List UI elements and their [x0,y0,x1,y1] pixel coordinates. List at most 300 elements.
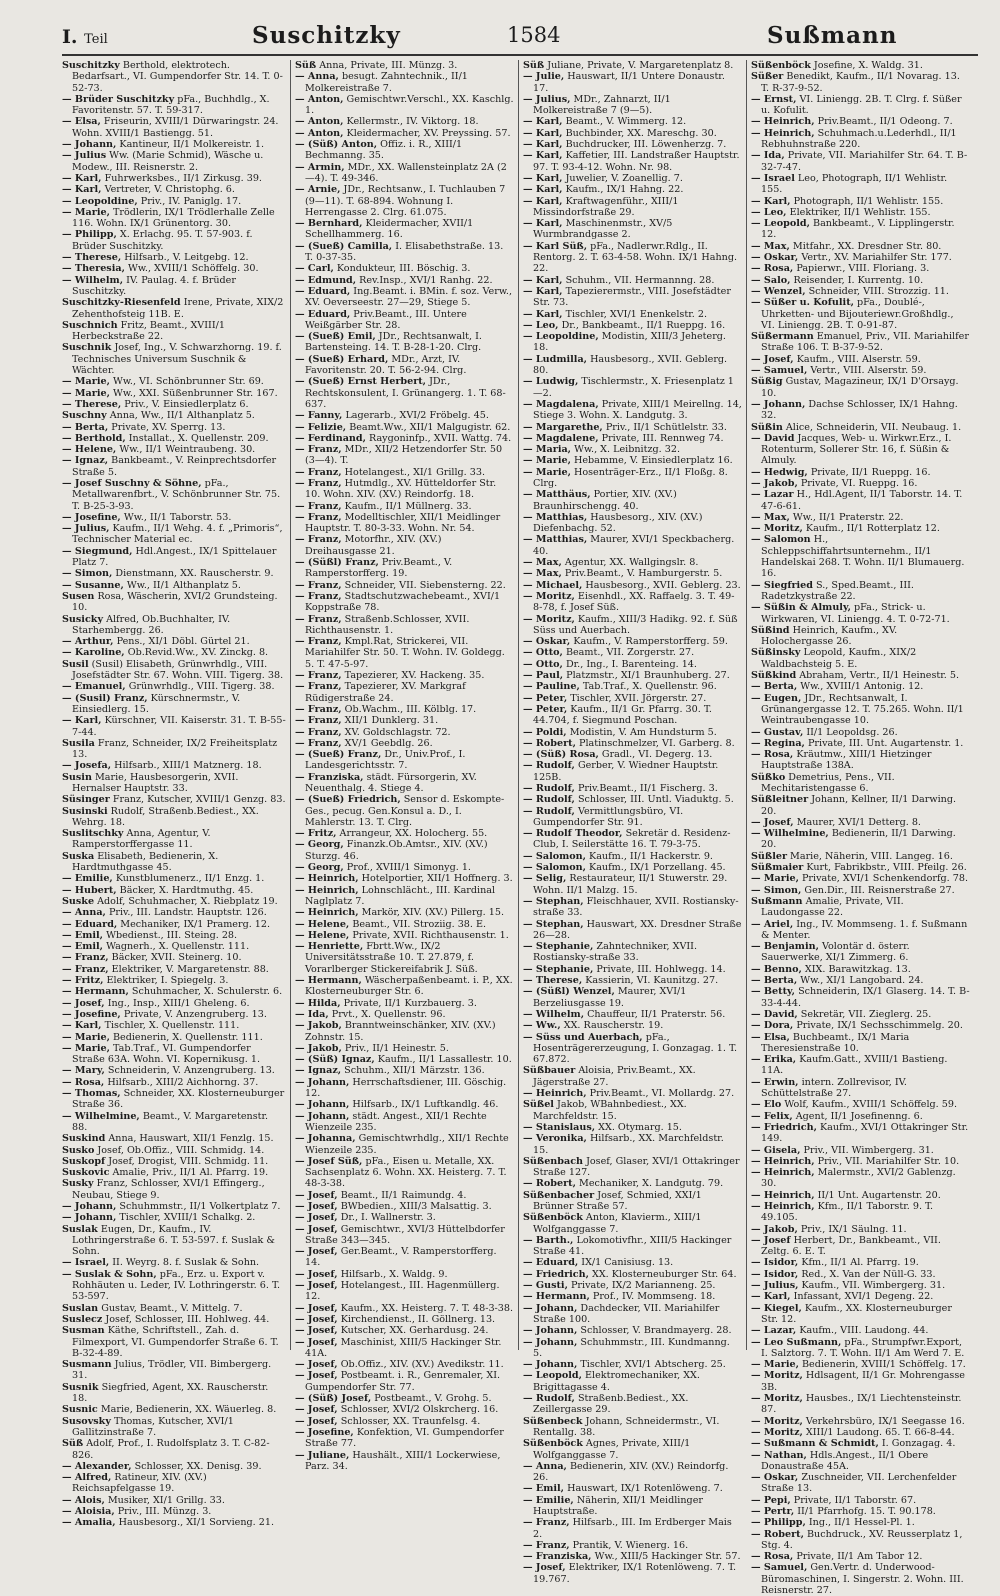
entry-details: Jakob, WBahnbediest., XX. Marchfeldstr. 15. [533,1099,687,1122]
entry-details: Kräutmw., XIII/1 Hietzinger Hauptstraße 138A. [761,749,932,772]
entry-name: — Karl, [523,116,563,128]
directory-entry [751,625,970,648]
directory-entry [751,670,970,681]
directory-entry [62,568,286,579]
entry-name: — Carl, [295,263,334,275]
directory-entry [62,207,286,230]
entry-name: — Johann, [295,1110,350,1122]
entry-name: — Wilhelm, [523,1008,585,1020]
directory-entry [295,1009,514,1020]
entry-details: Fleischhauer, XVII. Rostiansky-straße 33. [533,895,739,919]
directory-entry [62,941,286,952]
entry-details: Kaufm., XIII/3 Hadikg. 92. f. Süß Süss und Auerbach. [533,613,738,636]
entry-name: Susicky [62,613,104,625]
directory-entry [523,218,742,241]
entry-details: Fritz, Beamt., XVIII/1 Herbeckstraße 22. [72,319,225,343]
entry-details: Kleidermacher, XV. Preyssing. 57. [343,127,511,139]
entry-details: Marie, Näherin, VIII. Langeg. 16. [787,850,953,862]
entry-name: Suslitschky [62,828,124,840]
entry-details: Trödlerin, IX/1 Trödlerhalle Zelle 116. Wohn. IX/1 Grünentorg. 30. [72,206,275,230]
entry-details: IX/1 Canisiusg. 13. [578,1257,674,1269]
entry-name: Susnic [62,1404,98,1416]
directory-entry [523,557,742,568]
directory-entry [523,1178,742,1189]
entry-name: — Anna, [62,907,106,919]
entry-name: — Karl, [62,715,102,727]
directory-entry [751,1257,970,1268]
directory-entry [62,150,286,173]
entry-details: Leopold, Kaufm., XIX/2 Waldbachsteig 5. E. [761,647,917,670]
entry-details: Private, II/1 Rueppg. 16. [807,466,931,478]
entry-details: Tapezierer, XV. Hackeng. 35. [341,670,485,682]
column-2 [290,60,518,1472]
directory-entry [523,580,742,591]
entry-name: — David, [751,1008,798,1020]
directory-entry [523,150,742,173]
entry-name: — Johann, [523,1336,578,1348]
entry-name: — Josef, [62,997,105,1009]
directory-entry [751,851,970,862]
entry-name: — Georg, [295,862,344,874]
entry-details: Maurer, XVI/1 Speckbacherg. 40. [533,534,735,557]
directory-entry [62,444,286,455]
entry-name: — Salomon, [523,850,586,862]
entry-details: Kaufm., IX/1 Hahng. 22. [562,184,684,196]
entry-name: — Hermann, [523,1291,590,1303]
directory-entry [523,1190,742,1213]
entry-details: Elektromechaniker, XX. Brigittagasse 4. [533,1370,700,1393]
entry-details: Branntweinschänker, XIV. (XV.) Zohnstr. 15. [305,1020,496,1043]
entry-name: — Max, [751,240,790,252]
directory-entry [295,433,514,444]
entry-name: — Franz, [295,703,342,715]
entry-name: — Josef Süß, [295,1155,363,1167]
directory-entry [62,399,286,410]
entry-details: JDr., Rechtsanwalt, I. Grünangergasse 12. T. 75.265. Wohn. II/1 Weintraubengasse 10. [761,692,964,727]
entry-details: Ob.Offiz., XIV. (XV.) Avedikstr. 11. [337,1359,504,1371]
directory-entry [62,1269,286,1303]
entry-name: — Josef, [295,1404,338,1416]
directory-entry [751,817,970,828]
entry-details: Ww., II/1 Taborstr. 53. [120,511,232,523]
entry-details: Josef, Schlosser, III. Hohlweg. 44. [102,1313,270,1325]
entry-details: Elisabeth, Bedienerin, X. Hardtmuthgasse 45. [72,850,219,874]
directory-entry [523,455,742,466]
entry-name: — Süßer u. Kofulit, [751,297,854,309]
entry-details: Musiker, XI/1 Grillg. 33. [104,1494,225,1506]
entry-details: Mitfahr., XX. Dresdner Str. 80. [789,240,942,252]
entry-details: Schuhm., VII. Hermannng. 28. [562,274,715,286]
directory-entry [523,681,742,692]
entry-details: Josef, Glaser, XVI/1 Ottakringer Straße 127. [533,1155,740,1179]
entry-name: — Marie, [62,206,110,218]
entry-name: — Marie, [62,1031,110,1043]
entry-name: — Josef Suschny & Söhne, [62,477,202,489]
entry-details: Sekretär d. Residenz-Club, I. Seilerstätte 16. T. 79-3-75. [533,828,731,851]
directory-entry [62,342,286,376]
entry-details: pFa., Hosenträgererzeugung, I. Gonzagag. 1. T. 67.872. [533,1031,738,1066]
entry-details: Anna, Hauswart, XII/1 Fenzlg. 15. [105,1133,274,1145]
directory-entry [62,1032,286,1043]
entry-name: — Johann, [523,1325,578,1337]
entry-details: Dachse Schlosser, IX/1 Hahng. 32. [761,398,958,422]
entry-name: — Berta, [751,975,798,987]
entry-details: Gen.Dir., III. Reisnerstraße 27. [801,884,955,896]
entry-name: — Karl, [523,150,563,162]
entry-details: Priv., VII. Mariahilfer Str. 10. [814,1155,960,1167]
entry-name: — Erwin, [751,1076,799,1088]
entry-details: Vermittlungsbüro, VI. Gumpendorfer Str. 91. [533,805,684,828]
entry-name: — Josef, [295,1268,338,1280]
entry-name: Süßleitner [751,794,809,806]
entry-details: Buchbeamt., IX/1 Maria Theresienstraße 10. [761,1031,910,1054]
directory-entry [62,760,286,771]
entry-name: — (Süß) Rosa, [523,749,599,761]
entry-name: — Barth., [523,1234,574,1246]
entry-name: — Josef, [295,1370,338,1382]
entry-name: — Rudolf Theodor, [523,828,623,840]
directory-entry [62,964,286,975]
entry-name: — Berta, [751,681,798,693]
entry-details: Kürschner, VII. Kaiserstr. 31. T. B-55-7-44. [72,715,286,738]
entry-details: Hauswart, II/1 Untere Donaustr. 17. [533,71,725,94]
entry-details: Kleidermacher, XVII/1 Schellhammerg. 16. [305,218,474,241]
entry-details: Mechaniker, IX/1 Pramerg. 12. [117,918,271,930]
entry-details: Herbert, Dr., Bankbeamt., VII. Zeltg. 6. E. T. [761,1234,941,1258]
directory-entry [62,263,286,274]
directory-entry [62,975,286,986]
directory-entry [523,184,742,195]
entry-name: — Wilhelmine, [751,828,829,840]
entry-name: — Susanne, [62,579,124,591]
directory-entry [751,116,970,127]
entry-details: Wbedienst., III. Steing. 28. [103,929,238,941]
entry-details: Hilfsarb., XIII/1 Matznerg. 18. [111,760,262,772]
entry-name: — Leopoldine, [62,195,138,207]
entry-details: Prvt., X. Quellenstr. 96. [328,1008,446,1020]
entry-name: — Peter, [523,692,568,704]
entry-details: Aloisia, Priv.Beamt., XX. Jägerstraße 27. [533,1065,696,1088]
entry-name: — Mary, [62,1065,105,1077]
entry-name: — Franz, [295,477,342,489]
entry-details: Hotelangest., XI/1 Grillg. 33. [341,466,486,478]
entry-name: — Jakob, [751,477,798,489]
directory-entry [751,964,970,975]
directory-entry [751,489,970,512]
directory-entry [751,1370,970,1393]
entry-details: Eisenhdl., XX. Raffaelg. 3. T. 49-8-78, f. Josef Süß. [533,590,735,614]
directory-entry [523,1540,742,1551]
entry-details: Beamt., VII. Stroziig. 38. E. [349,918,487,930]
entry-details: Priv.Beamt., II/1 Odeong. 7. [814,116,953,128]
directory-entry [295,534,514,557]
entry-name: — Eduard, [62,918,118,930]
entry-name: — Moritz, [751,1415,803,1427]
directory-entry [62,546,286,569]
entry-details: Buchdrucker, III. Löwenherzg. 7. [562,139,727,151]
entry-details: Alice, Schneiderin, VII. Neubaug. 1. [782,421,962,433]
entry-name: — Marie, [62,1042,110,1054]
entry-details: Kaufm., II/1 Wehg. 4. f. „Primoris“, Technischer Material ec. [72,523,283,546]
directory-entry [295,1077,514,1100]
directory-entry [295,162,514,185]
entry-details: Dr., Bankbeamt., II/1 Rueppg. 16. [558,319,726,331]
entry-name: Suskovic [62,1167,110,1179]
entry-columns [62,60,978,1596]
entry-name: — Fanny, [295,410,343,422]
directory-entry [523,783,742,794]
directory-entry [295,591,514,614]
entry-details: Photograph, II/1 Wehlistr. 155. [790,195,944,207]
entry-details: Ww., XIII/5 Hackinger Str. 57. [591,1551,741,1563]
directory-entry [751,896,970,919]
entry-name: — Brüder Suschitzky [62,93,175,105]
directory-entry [751,1020,970,1031]
entry-details: Kürschnermstr., V. Einsiedlerg. 15. [72,692,241,715]
entry-name: — Franz, [295,444,342,456]
entry-name: — Hubert, [62,884,117,896]
entry-name: — Franz, [295,715,342,727]
section-word: Teil [84,32,108,47]
directory-entry [62,1224,286,1258]
entry-details: städt. Fürsorgerin, XV. Neuenthalg. 4. Stiege 4. [305,771,477,794]
entry-details: Ww., II/1 Weintraubeng. 30. [116,444,256,456]
entry-details: Priv.Beamt., V. Hamburgerstr. 5. [561,568,723,580]
entry-details: Papierwr., VIII. Floriang. 3. [793,263,930,275]
entry-details: Hilfsarb., X. Waldg. 9. [337,1268,448,1280]
entry-details: Hdlsagent, II/1 Gr. Mohrengasse 3B. [761,1370,965,1393]
section-numeral: I. [62,26,78,48]
entry-name: — Franz, [62,963,109,975]
entry-details: Platzmstr., XI/1 Braunhuberg. 27. [563,670,730,682]
entry-details: X. Erlachg. 95. T. 57-903. f. Brüder Suschitzky. [72,229,253,252]
entry-name: Süßer [751,71,784,83]
entry-name: Suslak [62,1223,98,1235]
directory-entry [751,602,970,625]
directory-entry [295,772,514,795]
entry-details: XV. Goldschlagstr. 72. [341,726,451,738]
entry-name: — Matthias, [523,511,588,523]
entry-name: — Betty, [751,986,796,998]
entry-name: — Marie, [62,376,110,388]
directory-entry [523,1065,742,1088]
entry-details: Restaurateur, II/1 Stuwerstr. 29. Wohn. II/1 Malzg. 15. [533,873,728,896]
entry-details: Gen.Vertr. d. Underwood-Büromaschinen, I. Singerstr. 2. Wohn. III. Reisnerstr. 27. [761,1562,964,1596]
entry-name: Susky [62,1178,94,1190]
directory-entry [62,715,286,738]
entry-details: Dienstmann, XX. Rauscherstr. 9. [112,568,274,580]
entry-name: Suske [62,895,95,907]
entry-details: Bäcker, X. Hardtmuthg. 45. [116,884,254,896]
directory-entry [523,749,742,760]
entry-details: Markör, XIV. (XV.) Pillerg. 15. [358,907,505,919]
entry-name: — Robert, [523,1178,576,1190]
directory-entry [751,1291,970,1302]
directory-entry [751,873,970,884]
entry-details: Mechaniker, X. Landgutg. 79. [575,1178,724,1190]
entry-details: Siegfried, Agent, XX. Rauscherstr. 18. [72,1381,269,1405]
directory-entry [751,1190,970,1201]
entry-name: — Franz, [295,726,342,738]
entry-details: XX. Otymarg. 15. [595,1121,682,1133]
entry-name: — Josef, [295,1415,338,1427]
directory-entry [751,1416,970,1427]
directory-entry [523,1280,742,1291]
entry-details: Offiz. i. R., XIII/1 Bechmanng. 35. [305,139,463,162]
directory-entry [751,1506,970,1517]
directory-entry [523,1212,742,1235]
directory-entry [295,1269,514,1280]
directory-entry [295,749,514,772]
entry-name: — Ludmilla, [523,353,588,365]
entry-name: — Süßin & Almuly, [751,602,851,614]
entry-name: — Simon, [751,884,802,896]
entry-details: Lohnschlächt., III. Kardinal Naglplatz 7. [305,884,496,907]
entry-details: Kaufm., IX/1 Porzellang. 45. [586,862,726,874]
directory-entry [751,331,970,354]
entry-details: Hosenträger-Erz., II/1 Floßg. 8. Clrg. [533,466,728,489]
entry-name: — Max, [523,568,562,580]
directory-entry [295,681,514,704]
entry-details: Kirchendienst., II. Göllnerg. 13. [337,1313,496,1325]
entry-details: Herrschaftsdiener, III. Göschig. 12. [305,1076,507,1100]
entry-name: — Margarethe, [523,421,603,433]
entry-name: — Jakob, [751,1223,798,1235]
directory-entry [523,986,742,1009]
entry-name: — Ludwig, [523,376,579,388]
directory-entry [62,512,286,523]
directory-entry [295,60,514,71]
entry-name: — Leo, [523,319,559,331]
entry-name: — Pertr, [751,1506,795,1517]
entry-details: Alfred, Ob.Buchhalter, IV. Starhembergg. 26. [72,613,231,636]
entry-details: Ing., IV. Mommseng. 1. f. Sußmann & Menter. [761,918,968,941]
directory-entry [295,1450,514,1473]
entry-details: Franz, Kutscher, XVIII/1 Genzg. 83. [109,794,286,806]
entry-name: — Samuel, [751,365,808,377]
entry-details: Hebamme, V. Einsiedlerplatz 16. [570,455,733,467]
directory-entry [751,422,970,433]
directory-entry [523,1269,742,1280]
entry-name: — Kiegel, [751,1302,802,1314]
directory-entry [62,647,286,658]
directory-entry [62,1077,286,1088]
entry-name: — Alois, [62,1494,105,1506]
directory-entry [751,467,970,478]
entry-name: — Stephanie, [523,941,594,953]
entry-name: — Regina, [751,737,805,749]
entry-details: Kunstblumenerz., II/1 Enzg. 1. [112,873,265,885]
entry-details: Schneiderin, IX/1 Glaserg. 14. T. B-33-4-44. [761,986,970,1009]
entry-details: Private, XVI/1 Schenkendorfg. 78. [798,873,968,885]
directory-entry [523,1325,742,1336]
entry-details: Fbrtt.Ww., IX/2 Universitätsstraße 10. T. 27.879, f. Vorarlberger Stickereifabrik J. Süß. [305,941,478,975]
directory-entry [62,1088,286,1111]
directory-entry [523,1257,742,1268]
entry-details: Adolf, Prof., I. Rudolfsplatz 3. T. C-82-826. [72,1438,270,1461]
entry-name: — Selig, [523,873,567,885]
entry-name: Suskopf [62,1155,106,1167]
directory-entry [751,60,970,71]
entry-details: Hdls.Angest., II/1 Obere Donaustraße 45A. [761,1449,929,1472]
entry-details: Private, II/1 Kurzbauerg. 3. [340,997,477,1009]
entry-details: Elektriker, V. Margaretenstr. 88. [108,963,269,975]
directory-entry [751,478,970,489]
directory-entry [62,1178,286,1201]
directory-entry [751,196,970,207]
directory-entry [295,941,514,975]
entry-details: Heinrich, Kaufm., XV. Holochergasse 26. [761,624,898,648]
entry-name: — Therese, [523,975,583,987]
directory-entry [62,1461,286,1472]
directory-entry [523,591,742,614]
entry-details: Schneider, XX. Klosterneuburger Straße 36. [72,1088,285,1111]
section-label [62,26,108,48]
directory-entry [295,467,514,478]
directory-entry [295,670,514,681]
directory-entry [62,636,286,647]
directory-entry [523,614,742,637]
entry-details: Friseurin, XVIII/1 Dürwaringstr. 24. Wohn. XVIII/1 Bastiengg. 51. [72,116,279,139]
directory-entry [295,1337,514,1360]
directory-entry [523,1359,742,1370]
entry-name: — Elsa, [751,1031,790,1043]
directory-entry [62,1314,286,1325]
directory-entry [751,275,970,286]
entry-details: Private, XV. Sperrg. 13. [108,421,226,433]
directory-entry [295,715,514,726]
directory-entry [523,128,742,139]
entry-name: — Arnie, [295,184,341,196]
entry-details: Kaufm., XVI/1 Ottakringer Str. 149. [761,1121,969,1145]
entry-name: — Michael, [523,579,583,591]
entry-details: Private, IX/1 Sechsschimmelg. 20. [793,1020,963,1032]
entry-name: — Emanuel, [62,681,126,693]
entry-name: Süßel [523,1099,554,1111]
entry-details: Lokomotivfhr., XIII/5 Hackinger Straße 41. [533,1234,732,1258]
directory-entry [62,1325,286,1359]
directory-entry [62,1020,286,1031]
entry-name: — Eduard, [523,1257,579,1269]
entry-details: Amalie, Priv., II/1 Al. Pfarrg. 19. [109,1167,269,1179]
directory-entry [751,580,970,603]
directory-entry [295,919,514,930]
directory-entry [751,975,970,986]
entry-details: Gradl., VI. Degerg. 13. [598,749,713,761]
entry-name: — (Süßl) Franz, [295,557,379,569]
directory-entry [295,1393,514,1404]
entry-name: Süßig [751,376,783,388]
entry-name: — Juliane, [295,1449,350,1461]
directory-entry [295,907,514,918]
entry-details: Franz, Schneider, IX/2 Freiheitsplatz 13. [72,737,278,761]
entry-details: Schuhmmstr., III. Kundmanng. 5. [533,1336,730,1359]
entry-details: Hausbesorg., XVII. Geblerg. 80. [533,353,728,377]
entry-name: — Rudolf, [523,783,575,794]
directory-entry [62,275,286,298]
entry-details: II/1 Pfarrhofg. 15. T. 90.178. [794,1506,936,1517]
entry-details: Emanuel, Priv., VII. Mariahilfer Straße 106. T. B-37-9-52. [761,331,969,354]
entry-details: Ratineur, XIV. (XV.) Reichsapfelgasse 19. [72,1472,207,1495]
entry-details: besugt. Zahntechnik., II/1 Molkereistraße 7. [305,71,468,94]
entry-name: — Leo, [751,206,787,218]
entry-name: Süßin [751,421,783,433]
directory-entry [295,839,514,862]
directory-entry [295,1043,514,1054]
directory-entry [295,128,514,139]
entry-details: Private, V. Anzengruberg. 13. [120,1008,267,1020]
entry-name: — Franz, [295,511,342,523]
